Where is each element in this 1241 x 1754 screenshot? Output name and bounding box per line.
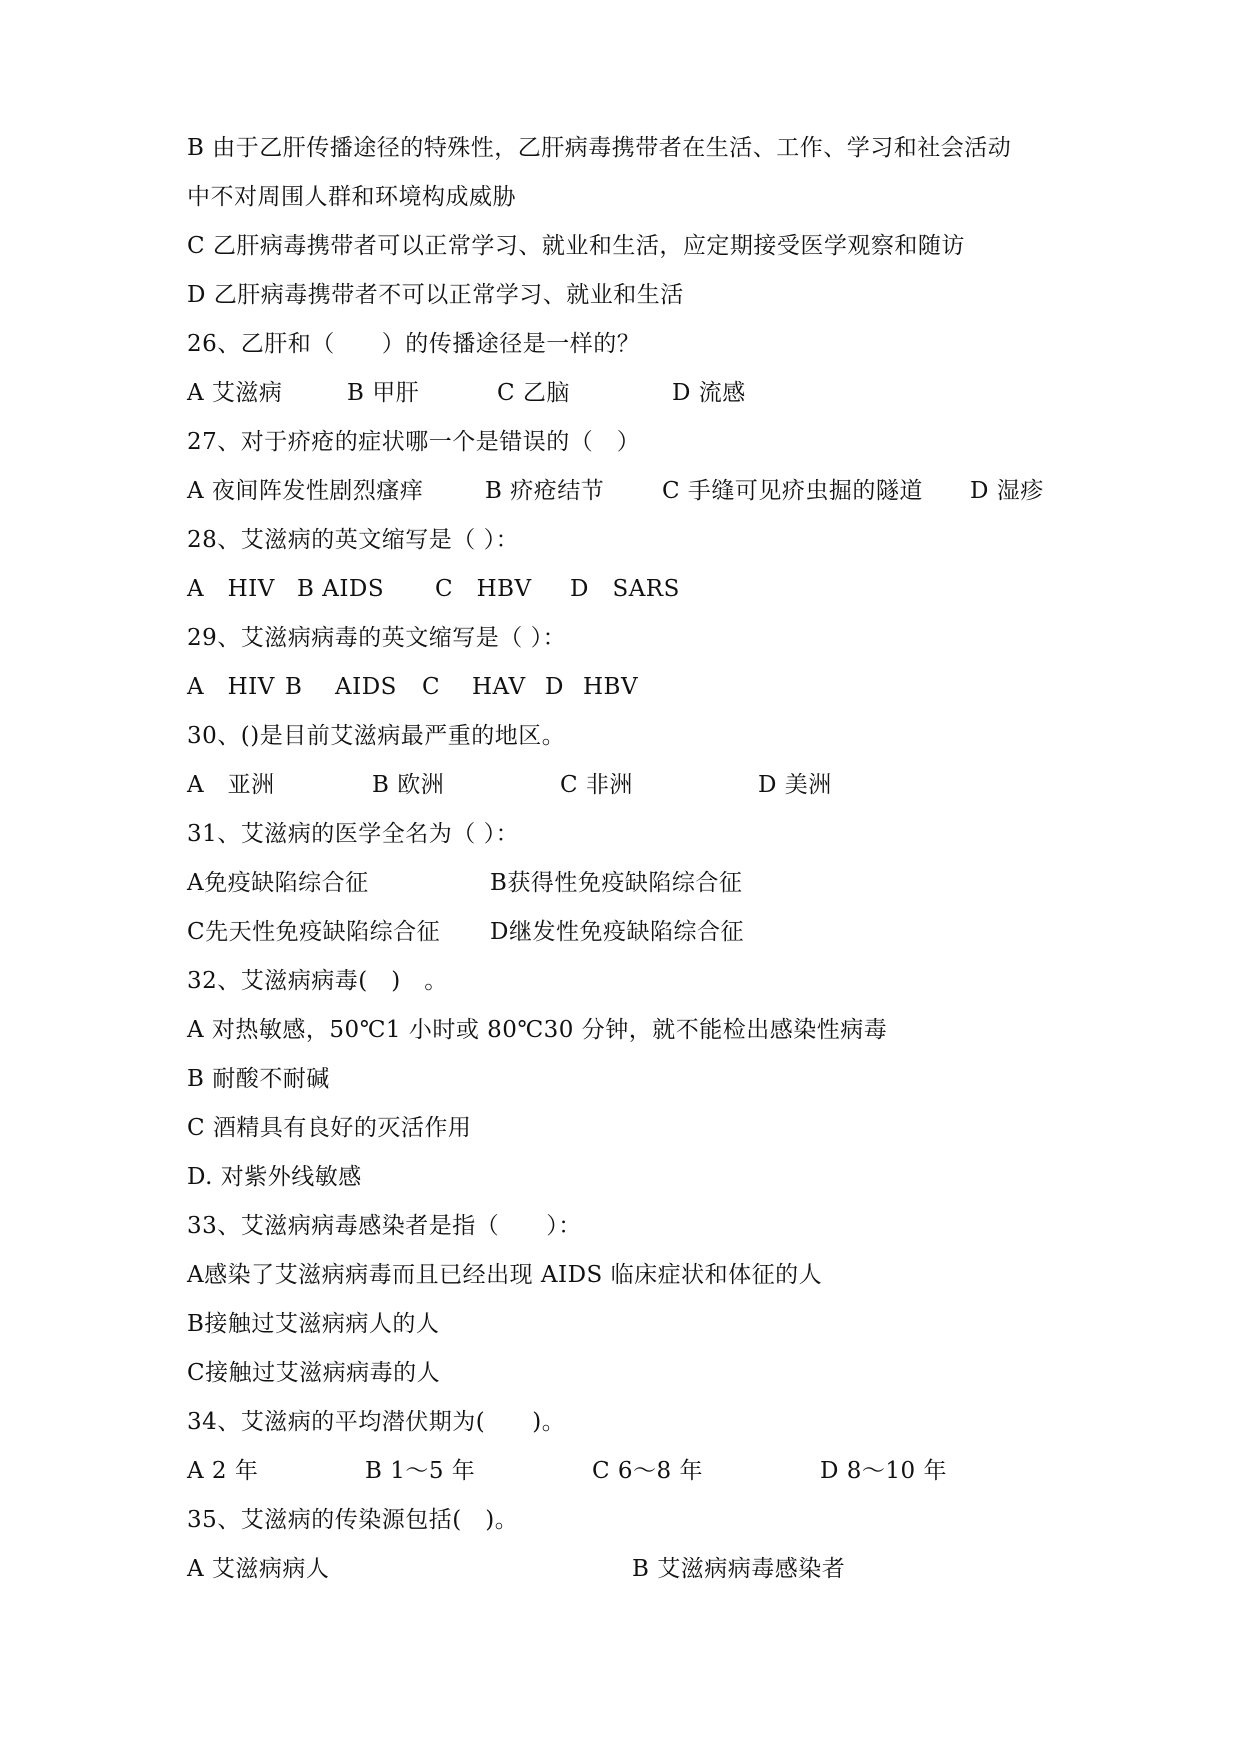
q30-option-b: B 欧洲 xyxy=(372,772,445,798)
q32-option-b: B 耐酸不耐碱 xyxy=(187,1066,330,1092)
q29-option-c-text: HAV xyxy=(472,674,526,700)
q29-option-b-letter: B xyxy=(285,674,303,700)
question-28: 28、艾滋病的英文缩写是（ ）： xyxy=(187,527,520,553)
option-b-text-line2: 中不对周围人群和环境构成威胁 xyxy=(187,184,516,210)
question-26: 26、乙肝和（ ）的传播途径是一样的？ xyxy=(187,331,641,357)
q31-option-c: C先天性免疫缺陷综合征 xyxy=(187,919,441,945)
option-b-text-line1: B 由于乙肝传播途径的特殊性，乙肝病毒携带者在生活、工作、学习和社会活动 xyxy=(187,135,1012,161)
option-d-text: D 乙肝病毒携带者不可以正常学习、就业和生活 xyxy=(187,282,684,308)
question-30: 30、()是目前艾滋病最严重的地区。 xyxy=(187,723,566,749)
q27-option-d: D 湿疹 xyxy=(970,478,1044,504)
q26-option-c: C 乙脑 xyxy=(497,380,570,406)
q34-option-a: A 2 年 xyxy=(187,1458,259,1484)
q29-option-a: A HIV xyxy=(187,674,275,700)
q30-option-d: D 美洲 xyxy=(758,772,832,798)
q31-option-d: D继发性免疫缺陷综合征 xyxy=(490,919,744,945)
q35-option-b: B 艾滋病病毒感染者 xyxy=(632,1556,846,1582)
q26-option-d: D 流感 xyxy=(672,380,746,406)
q28-option-a: A HIV xyxy=(187,576,275,602)
q28-option-b: B AIDS xyxy=(297,576,385,602)
q28-option-c: C HBV xyxy=(435,576,532,602)
q26-option-b: B 甲肝 xyxy=(347,380,420,406)
q33-option-b: B接触过艾滋病病人的人 xyxy=(187,1311,440,1337)
q29-option-c-letter: C xyxy=(422,674,441,700)
q29-option-d-letter: D xyxy=(545,674,564,700)
question-33: 33、艾滋病病毒感染者是指（ ）： xyxy=(187,1213,582,1239)
q30-option-a: A 亚洲 xyxy=(187,772,275,798)
q34-option-c: C 6～8 年 xyxy=(592,1458,703,1484)
q31-option-b: B获得性免疫缺陷综合征 xyxy=(490,870,743,896)
q27-option-a: A 夜间阵发性剧烈瘙痒 xyxy=(187,478,424,504)
q35-option-a: A 艾滋病病人 xyxy=(187,1556,330,1582)
option-c-text: C 乙肝病毒携带者可以正常学习、就业和生活，应定期接受医学观察和随访 xyxy=(187,233,965,259)
q32-option-d: D. 对紫外线敏感 xyxy=(187,1164,362,1190)
q32-option-c: C 酒精具有良好的灭活作用 xyxy=(187,1115,472,1141)
question-27: 27、对于疥疮的症状哪一个是错误的（ ） xyxy=(187,429,641,455)
question-32: 32、艾滋病病毒( ) 。 xyxy=(187,968,448,994)
q31-option-a: A免疫缺陷综合征 xyxy=(187,870,369,896)
question-29: 29、艾滋病病毒的英文缩写是（ ）： xyxy=(187,625,567,651)
q30-option-c: C 非洲 xyxy=(560,772,633,798)
q29-option-b-text: AIDS xyxy=(335,674,397,700)
q27-option-c: C 手缝可见疥虫掘的隧道 xyxy=(662,478,923,504)
q33-option-a: A感染了艾滋病病毒而且已经出现 AIDS 临床症状和体征的人 xyxy=(187,1262,823,1288)
q26-option-a: A 艾滋病 xyxy=(187,380,283,406)
q32-option-a: A 对热敏感，50℃1 小时或 80℃30 分钟，就不能检出感染性病毒 xyxy=(187,1017,888,1043)
q34-option-d: D 8～10 年 xyxy=(820,1458,947,1484)
question-35: 35、艾滋病的传染源包括( )。 xyxy=(187,1507,519,1533)
q27-option-b: B 疥疮结节 xyxy=(485,478,605,504)
q34-option-b: B 1～5 年 xyxy=(365,1458,476,1484)
question-34: 34、艾滋病的平均潜伏期为( )。 xyxy=(187,1409,566,1435)
question-31: 31、艾滋病的医学全名为（ ）： xyxy=(187,821,520,847)
q28-option-d: D SARS xyxy=(570,576,680,602)
q29-option-d-text: HBV xyxy=(583,674,639,700)
q33-option-c: C接触过艾滋病病毒的人 xyxy=(187,1360,441,1386)
